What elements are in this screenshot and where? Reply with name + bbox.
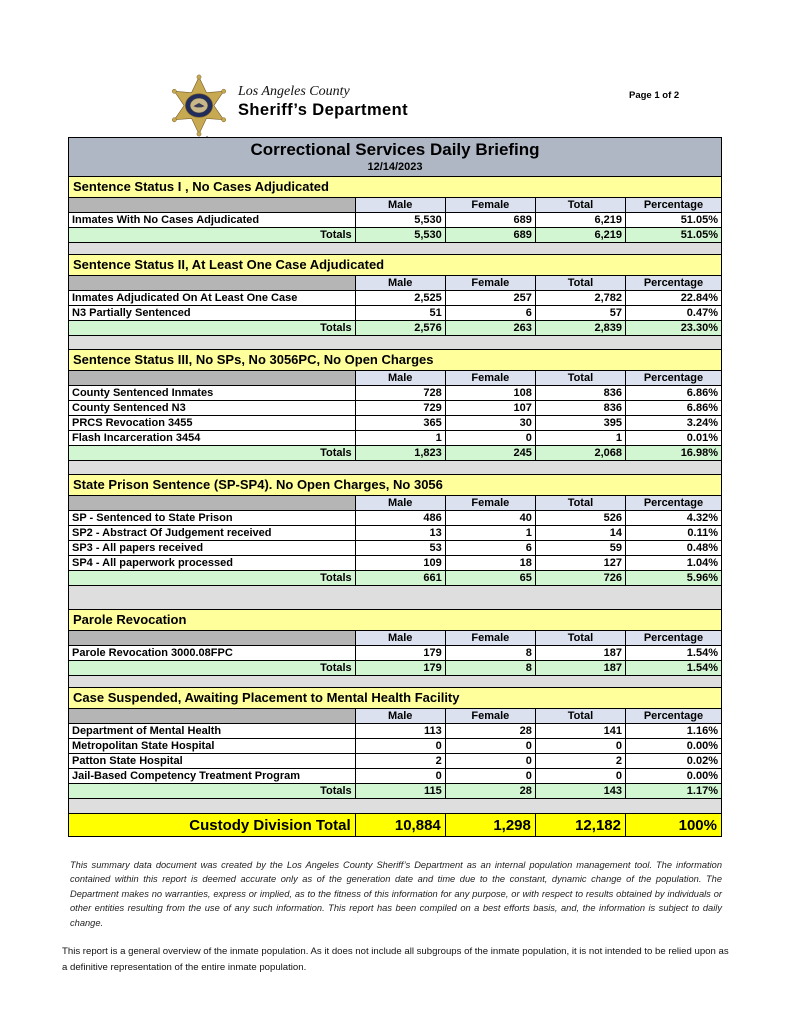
column-header-row bbox=[69, 631, 722, 646]
row-label: N3 Partially Sentenced bbox=[69, 306, 356, 321]
cell-percentage: 1.04% bbox=[625, 556, 721, 571]
report-body bbox=[68, 137, 722, 837]
cell-male: 53 bbox=[355, 541, 445, 556]
cell-female: 6 bbox=[445, 306, 535, 321]
table-row bbox=[69, 541, 722, 556]
report-title: Correctional Services Daily Briefing bbox=[250, 140, 540, 159]
column-header-row bbox=[69, 496, 722, 511]
cell-female: 30 bbox=[445, 416, 535, 431]
column-header-female: Female bbox=[445, 198, 535, 213]
cell-total: 526 bbox=[535, 511, 625, 526]
section-header: Case Suspended, Awaiting Placement to Mental Health Facility bbox=[68, 687, 722, 709]
totals-label: Totals bbox=[69, 661, 356, 676]
row-label: Patton State Hospital bbox=[69, 754, 356, 769]
cell-female: 40 bbox=[445, 511, 535, 526]
column-header-percentage: Percentage bbox=[625, 198, 721, 213]
cell-total: 6,219 bbox=[535, 213, 625, 228]
column-header-female: Female bbox=[445, 709, 535, 724]
totals-total: 2,068 bbox=[535, 446, 625, 461]
cell-female: 18 bbox=[445, 556, 535, 571]
cell-female: 107 bbox=[445, 401, 535, 416]
table-row bbox=[69, 401, 722, 416]
section-header: Sentence Status II, At Least One Case Adjudicated bbox=[68, 254, 722, 276]
row-label: Department of Mental Health bbox=[69, 724, 356, 739]
cell-male: 729 bbox=[355, 401, 445, 416]
cell-female: 0 bbox=[445, 431, 535, 446]
column-header-male: Male bbox=[355, 276, 445, 291]
column-header-female: Female bbox=[445, 496, 535, 511]
cell-total: 14 bbox=[535, 526, 625, 541]
cell-female: 0 bbox=[445, 739, 535, 754]
cell-total: 0 bbox=[535, 739, 625, 754]
cell-male: 109 bbox=[355, 556, 445, 571]
cell-total: 2,782 bbox=[535, 291, 625, 306]
totals-male: 115 bbox=[355, 784, 445, 799]
table-row bbox=[69, 526, 722, 541]
blank-header-cell bbox=[69, 276, 356, 291]
totals-male: 179 bbox=[355, 661, 445, 676]
cell-percentage: 51.05% bbox=[625, 213, 721, 228]
column-header-male: Male bbox=[355, 496, 445, 511]
section-header: Parole Revocation bbox=[68, 609, 722, 631]
blank-header-cell bbox=[69, 198, 356, 213]
row-label: SP2 - Abstract Of Judgement received bbox=[69, 526, 356, 541]
cell-total: 1 bbox=[535, 431, 625, 446]
totals-label: Totals bbox=[69, 446, 356, 461]
cell-total: 2 bbox=[535, 754, 625, 769]
row-label: Inmates With No Cases Adjudicated bbox=[69, 213, 356, 228]
section-spacer bbox=[68, 336, 722, 350]
cell-male: 1 bbox=[355, 431, 445, 446]
blank-header-cell bbox=[69, 371, 356, 386]
table-row bbox=[69, 646, 722, 661]
cell-female: 6 bbox=[445, 541, 535, 556]
totals-percentage: 23.30% bbox=[625, 321, 721, 336]
cell-male: 0 bbox=[355, 769, 445, 784]
row-label: Flash Incarceration 3454 bbox=[69, 431, 356, 446]
cell-percentage: 0.01% bbox=[625, 431, 721, 446]
cell-female: 0 bbox=[445, 754, 535, 769]
column-header-total: Total bbox=[535, 709, 625, 724]
totals-row bbox=[69, 661, 722, 676]
agency-department-label: Sheriff’s Department bbox=[238, 101, 408, 119]
table-row bbox=[69, 431, 722, 446]
section-header: State Prison Sentence (SP-SP4). No Open Charges, No 3056 bbox=[68, 474, 722, 496]
cell-total: 127 bbox=[535, 556, 625, 571]
cell-percentage: 1.16% bbox=[625, 724, 721, 739]
cell-percentage: 1.54% bbox=[625, 646, 721, 661]
cell-male: 179 bbox=[355, 646, 445, 661]
totals-label: Totals bbox=[69, 571, 356, 586]
row-label: SP - Sentenced to State Prison bbox=[69, 511, 356, 526]
cell-total: 0 bbox=[535, 769, 625, 784]
column-header-row bbox=[69, 198, 722, 213]
column-header-total: Total bbox=[535, 276, 625, 291]
blank-header-cell bbox=[69, 631, 356, 646]
cell-female: 108 bbox=[445, 386, 535, 401]
totals-female: 245 bbox=[445, 446, 535, 461]
totals-male: 661 bbox=[355, 571, 445, 586]
cell-percentage: 0.48% bbox=[625, 541, 721, 556]
column-header-male: Male bbox=[355, 198, 445, 213]
table-row bbox=[69, 213, 722, 228]
cell-total: 141 bbox=[535, 724, 625, 739]
column-header-female: Female bbox=[445, 631, 535, 646]
column-header-female: Female bbox=[445, 276, 535, 291]
cell-male: 365 bbox=[355, 416, 445, 431]
grand-total-row bbox=[69, 814, 722, 837]
cell-female: 8 bbox=[445, 646, 535, 661]
table-row bbox=[69, 291, 722, 306]
table-row bbox=[69, 416, 722, 431]
column-header-total: Total bbox=[535, 371, 625, 386]
column-header-percentage: Percentage bbox=[625, 631, 721, 646]
table-row bbox=[69, 769, 722, 784]
totals-total: 2,839 bbox=[535, 321, 625, 336]
row-label: Jail-Based Competency Treatment Program bbox=[69, 769, 356, 784]
totals-female: 65 bbox=[445, 571, 535, 586]
row-label: Parole Revocation 3000.08FPC bbox=[69, 646, 356, 661]
section-case-suspended-mental-health bbox=[68, 687, 722, 799]
report-title-bar bbox=[68, 137, 722, 177]
totals-total: 6,219 bbox=[535, 228, 625, 243]
cell-percentage: 0.00% bbox=[625, 769, 721, 784]
cell-female: 28 bbox=[445, 724, 535, 739]
totals-row bbox=[69, 571, 722, 586]
cell-percentage: 22.84% bbox=[625, 291, 721, 306]
section-sentence-status-2 bbox=[68, 254, 722, 336]
totals-female: 263 bbox=[445, 321, 535, 336]
column-header-row bbox=[69, 371, 722, 386]
totals-female: 689 bbox=[445, 228, 535, 243]
table-row bbox=[69, 754, 722, 769]
section-header: Sentence Status III, No SPs, No 3056PC, No Open Charges bbox=[68, 349, 722, 371]
cell-female: 0 bbox=[445, 769, 535, 784]
totals-percentage: 51.05% bbox=[625, 228, 721, 243]
cell-male: 0 bbox=[355, 739, 445, 754]
section-table bbox=[68, 197, 722, 243]
totals-percentage: 1.54% bbox=[625, 661, 721, 676]
row-label: SP4 - All paperwork processed bbox=[69, 556, 356, 571]
sheriff-star-icon bbox=[168, 74, 230, 142]
section-table bbox=[68, 370, 722, 461]
section-parole-revocation bbox=[68, 609, 722, 676]
cell-male: 13 bbox=[355, 526, 445, 541]
column-header-row bbox=[69, 276, 722, 291]
section-spacer bbox=[68, 799, 722, 813]
totals-percentage: 1.17% bbox=[625, 784, 721, 799]
grand-total-total: 12,182 bbox=[535, 814, 625, 837]
section-spacer bbox=[68, 586, 722, 610]
totals-total: 726 bbox=[535, 571, 625, 586]
cell-total: 187 bbox=[535, 646, 625, 661]
cell-male: 486 bbox=[355, 511, 445, 526]
cell-male: 5,530 bbox=[355, 213, 445, 228]
totals-male: 1,823 bbox=[355, 446, 445, 461]
totals-total: 143 bbox=[535, 784, 625, 799]
cell-female: 689 bbox=[445, 213, 535, 228]
totals-male: 2,576 bbox=[355, 321, 445, 336]
cell-percentage: 6.86% bbox=[625, 386, 721, 401]
section-table bbox=[68, 275, 722, 336]
section-table bbox=[68, 708, 722, 799]
totals-male: 5,530 bbox=[355, 228, 445, 243]
row-label: County Sentenced Inmates bbox=[69, 386, 356, 401]
cell-total: 836 bbox=[535, 401, 625, 416]
column-header-percentage: Percentage bbox=[625, 496, 721, 511]
section-header: Sentence Status I , No Cases Adjudicated bbox=[68, 176, 722, 198]
totals-row bbox=[69, 321, 722, 336]
section-spacer bbox=[68, 461, 722, 475]
totals-row bbox=[69, 228, 722, 243]
agency-name-block bbox=[238, 84, 408, 120]
cell-percentage: 0.00% bbox=[625, 739, 721, 754]
cell-male: 2 bbox=[355, 754, 445, 769]
row-label: Metropolitan State Hospital bbox=[69, 739, 356, 754]
agency-county-label: Los Angeles County bbox=[238, 84, 350, 99]
cell-total: 59 bbox=[535, 541, 625, 556]
grand-total-female: 1,298 bbox=[445, 814, 535, 837]
grand-total-percentage: 100% bbox=[625, 814, 721, 837]
table-row bbox=[69, 556, 722, 571]
row-label: PRCS Revocation 3455 bbox=[69, 416, 356, 431]
cell-male: 728 bbox=[355, 386, 445, 401]
cell-total: 395 bbox=[535, 416, 625, 431]
table-row bbox=[69, 724, 722, 739]
table-row bbox=[69, 306, 722, 321]
cell-female: 1 bbox=[445, 526, 535, 541]
section-sentence-status-1 bbox=[68, 176, 722, 243]
section-state-prison-sentence bbox=[68, 474, 722, 586]
column-header-percentage: Percentage bbox=[625, 371, 721, 386]
totals-percentage: 5.96% bbox=[625, 571, 721, 586]
grand-total-male: 10,884 bbox=[355, 814, 445, 837]
table-row bbox=[69, 386, 722, 401]
sheriff-star-badge-graphic bbox=[168, 74, 230, 142]
totals-label: Totals bbox=[69, 321, 356, 336]
page-number-indicator: Page 1 of 2 bbox=[629, 90, 680, 101]
column-header-percentage: Percentage bbox=[625, 709, 721, 724]
column-header-total: Total bbox=[535, 631, 625, 646]
column-header-male: Male bbox=[355, 371, 445, 386]
cell-female: 257 bbox=[445, 291, 535, 306]
column-header-row bbox=[69, 709, 722, 724]
blank-header-cell bbox=[69, 709, 356, 724]
cell-percentage: 0.02% bbox=[625, 754, 721, 769]
totals-percentage: 16.98% bbox=[625, 446, 721, 461]
totals-female: 8 bbox=[445, 661, 535, 676]
totals-female: 28 bbox=[445, 784, 535, 799]
cell-total: 57 bbox=[535, 306, 625, 321]
cell-male: 51 bbox=[355, 306, 445, 321]
grand-total-label: Custody Division Total bbox=[69, 814, 356, 837]
letterhead bbox=[168, 74, 408, 142]
totals-label: Totals bbox=[69, 228, 356, 243]
table-row bbox=[69, 511, 722, 526]
column-header-total: Total bbox=[535, 198, 625, 213]
column-header-female: Female bbox=[445, 371, 535, 386]
cell-percentage: 6.86% bbox=[625, 401, 721, 416]
totals-row bbox=[69, 446, 722, 461]
cell-male: 113 bbox=[355, 724, 445, 739]
row-label: SP3 - All papers received bbox=[69, 541, 356, 556]
cell-total: 836 bbox=[535, 386, 625, 401]
blank-header-cell bbox=[69, 496, 356, 511]
table-row bbox=[69, 739, 722, 754]
disclaimer-text: This summary data document was created by the Los Angeles County Sheriff’s Department as an internal population management tool. The information contained within this report is deemed accurate only as of the generation date and time due to the constant, dynamic change of the population. The Department makes no warranties, express or implied, as to the fitness of this information for any purpose, or with respect to results obtained by individuals or other entities resulting from the use of any such information. This report has been compiled on a best efforts basis, and, the information is subject to daily change. bbox=[70, 860, 722, 928]
column-header-male: Male bbox=[355, 709, 445, 724]
footnote-text: This report is a general overview of the inmate population. As it does not include all subgroups of the inmate population, it is not intended to be relied upon as a definitive representation of the entire inmate population. bbox=[62, 946, 729, 974]
row-label: County Sentenced N3 bbox=[69, 401, 356, 416]
column-header-total: Total bbox=[535, 496, 625, 511]
grand-total-table bbox=[68, 813, 722, 837]
row-label: Inmates Adjudicated On At Least One Case bbox=[69, 291, 356, 306]
cell-percentage: 3.24% bbox=[625, 416, 721, 431]
cell-percentage: 0.11% bbox=[625, 526, 721, 541]
column-header-male: Male bbox=[355, 631, 445, 646]
totals-row bbox=[69, 784, 722, 799]
cell-male: 2,525 bbox=[355, 291, 445, 306]
report-date: 12/14/2023 bbox=[367, 161, 423, 173]
totals-total: 187 bbox=[535, 661, 625, 676]
section-table bbox=[68, 630, 722, 676]
column-header-percentage: Percentage bbox=[625, 276, 721, 291]
totals-label: Totals bbox=[69, 784, 356, 799]
cell-percentage: 0.47% bbox=[625, 306, 721, 321]
section-sentence-status-3 bbox=[68, 349, 722, 461]
cell-percentage: 4.32% bbox=[625, 511, 721, 526]
section-table bbox=[68, 495, 722, 586]
